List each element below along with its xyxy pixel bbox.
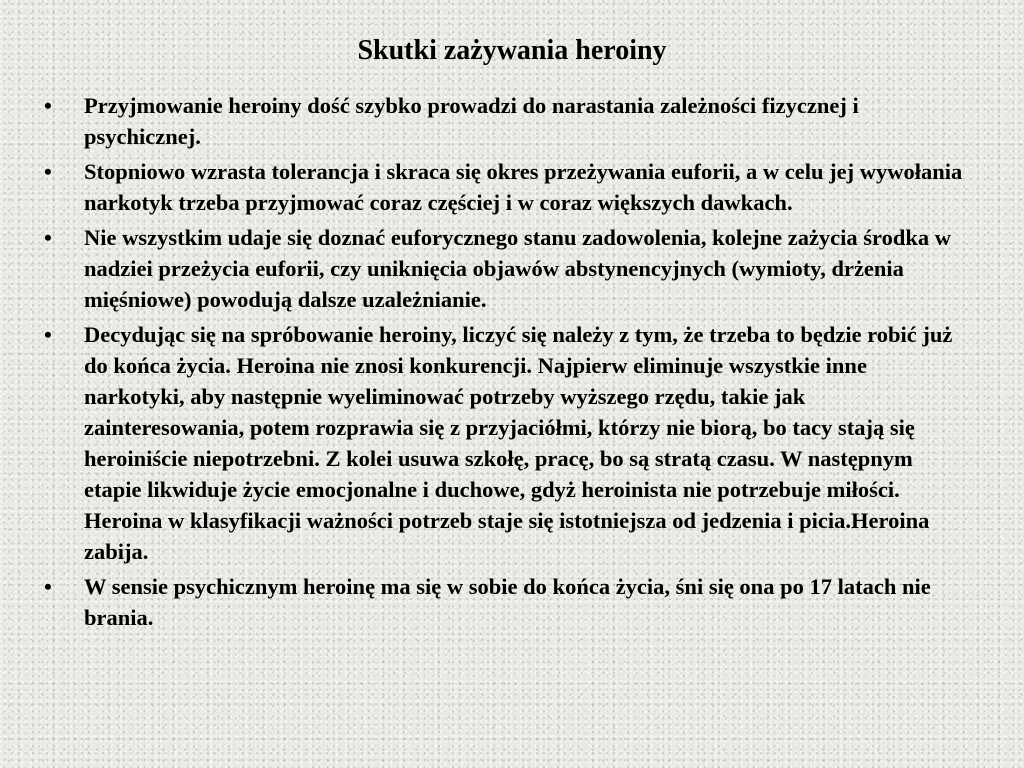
bullet-item	[44, 222, 969, 315]
bullet-marker: •	[44, 159, 52, 184]
bullet-text: Stopniowo wzrasta tolerancja i skraca się okres przeżywania euforii, a w celu jej wywołania narkotyk trzeba przyjmować coraz częściej i w coraz większych dawkach.	[84, 159, 963, 215]
bullet-marker: •	[44, 93, 52, 118]
bullet-marker: •	[44, 322, 52, 347]
bullet-item	[44, 571, 969, 633]
bullet-text: Przyjmowanie heroiny dość szybko prowadzi do narastania zależności fizycznej i psychicznej.	[84, 93, 859, 149]
bullet-item	[44, 90, 969, 152]
bullet-item	[44, 319, 969, 567]
bullet-text: Decydując się na spróbowanie heroiny, liczyć się należy z tym, że trzeba to będzie robić już do końca życia. Heroina nie znosi konkurencji. Najpierw eliminuje wszystkie inne narkotyki, aby następnie wyeliminować potrzeby wyższego rzędu, takie jak zainteresowania, potem rozprawia się z przyjaciółmi, którzy nie biorą, bo tacy stają się heroiniście niepotrzebni. Z kolei usuwa szkołę, pracę, bo są stratą czasu. W następnym etapie likwiduje życie emocjonalne i duchowe, gdyż heroinista nie potrzebuje miłości. Heroina w klasyfikacji ważności potrzeb staje się istotniejsza od jedzenia i picia.Heroina zabija.	[84, 322, 953, 564]
bullet-text: Nie wszystkim udaje się doznać euforycznego stanu zadowolenia, kolejne zażycia środka w nadziei przeżycia euforii, czy uniknięcia objawów abstynencyjnych (wymioty, drżenia mięśniowe) powodują dalsze uzależnianie.	[84, 225, 952, 312]
bullet-marker: •	[44, 574, 52, 599]
bullet-text: W sensie psychicznym heroinę ma się w sobie do końca życia, śni się ona po 17 latach nie brania.	[84, 574, 931, 630]
bullet-item	[44, 156, 969, 218]
slide-title: Skutki zażywania heroiny	[357, 35, 667, 66]
bullet-list	[44, 90, 969, 637]
bullet-marker: •	[44, 225, 52, 250]
